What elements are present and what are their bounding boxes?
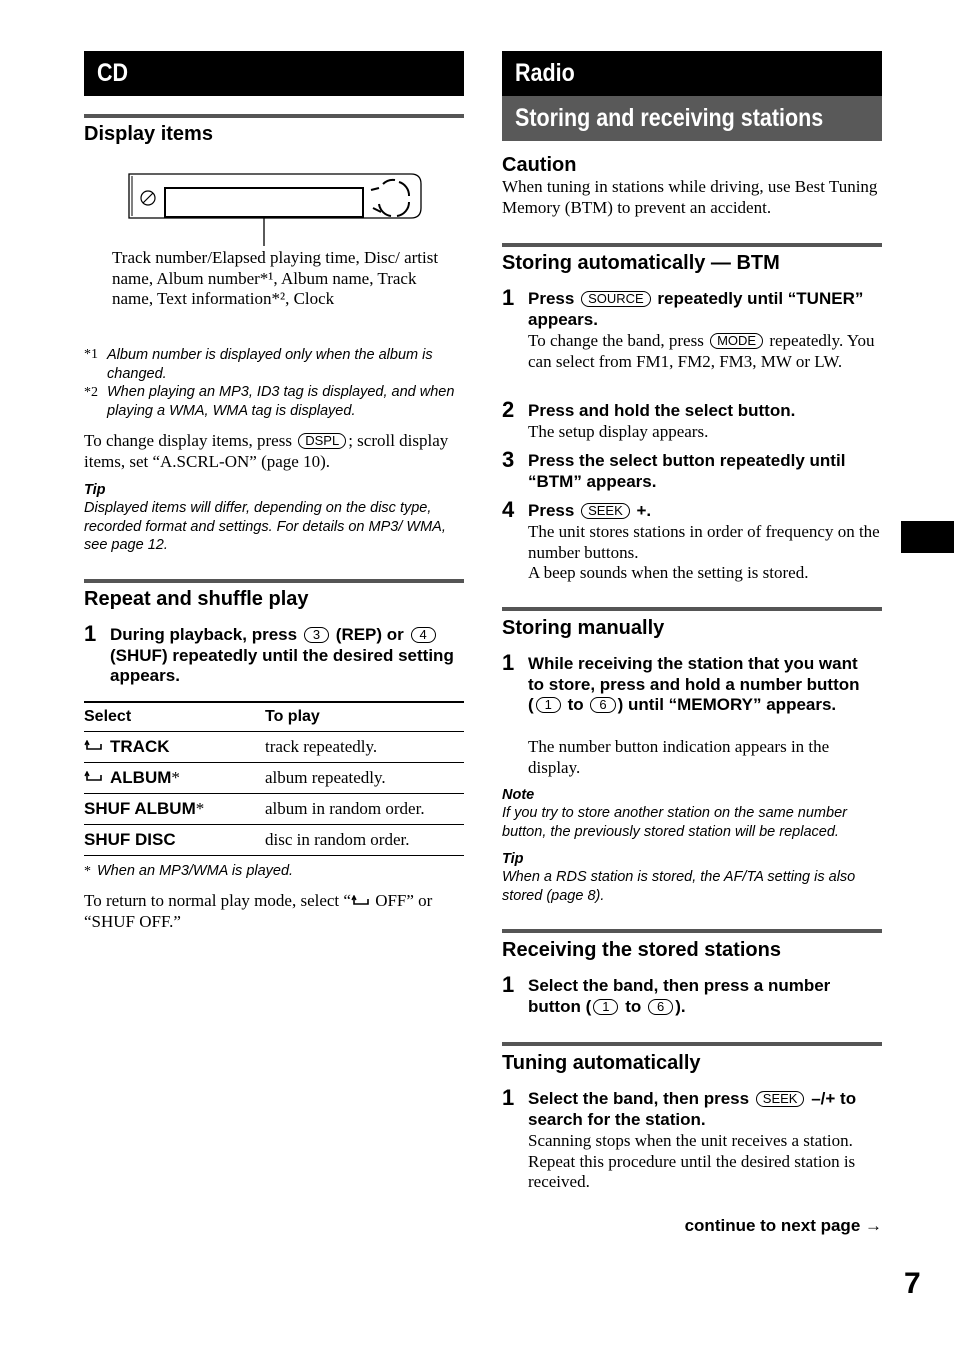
- storing-receiving-title: [502, 96, 882, 141]
- footnote-2-mark: *2: [84, 385, 98, 400]
- btm-step-1-number: 1: [502, 285, 515, 310]
- dspl-key: DSPL: [298, 433, 346, 449]
- btm-step-4-body-1: The unit stores stations in order of frequency on the number buttons.: [528, 522, 880, 562]
- btm-step-2-text: Press and hold the select button.: [528, 401, 796, 420]
- manual-tip-text: When a RDS station is stored, the AF/TA setting is also stored (page 8).: [502, 869, 856, 904]
- table-row: [84, 825, 464, 856]
- tuning-step-1-body: Scanning stops when the unit receives a station. Repeat this procedure until the desired station is received.: [528, 1131, 856, 1191]
- btm-step-4-number: 4: [502, 497, 515, 522]
- manual-rule: [502, 607, 882, 611]
- cd-section-title: [84, 51, 464, 96]
- select-value: ALBUM: [110, 767, 172, 787]
- tuning-step-1-text: Select the band, then press SEEK –/+ to search for the station.: [528, 1089, 857, 1129]
- key-4: 4: [411, 627, 436, 643]
- btm-step-4-text: Press SEEK +.: [528, 501, 652, 520]
- radio-section-title: [502, 51, 882, 96]
- repeat-rule: [84, 579, 464, 583]
- play-value: track repeatedly.: [265, 732, 464, 763]
- display-items-rule: [84, 114, 464, 118]
- seek-key: SEEK: [581, 503, 630, 519]
- table-footnote-mark: *: [84, 864, 91, 879]
- key-6: 6: [648, 999, 673, 1015]
- manual-step-1-number: 1: [502, 650, 515, 675]
- tuning-rule: [502, 1042, 882, 1046]
- repeat-heading: Repeat and shuffle play: [84, 588, 309, 610]
- tip-heading: Tip: [84, 482, 106, 498]
- return-normal-text: To return to normal play mode, select “ OFF” or “SHUF OFF.”: [84, 891, 433, 932]
- caution-text: When tuning in stations while driving, use Best Tuning Memory (BTM) to prevent an accident.: [502, 177, 878, 217]
- btm-step-2-body: The setup display appears.: [528, 422, 709, 441]
- repeat-icon: [84, 737, 104, 757]
- select-value: SHUF DISC: [84, 825, 265, 856]
- tuning-heading: Tuning automatically: [502, 1052, 701, 1074]
- mode-key: MODE: [710, 333, 763, 349]
- note-text: If you try to store another station on the same number button, the previously stored station will be replaced.: [502, 805, 847, 840]
- repeat-step-text: During playback, press 3 (REP) or 4 (SHUF) repeatedly until the desired setting appears.: [110, 625, 454, 685]
- key-6: 6: [590, 697, 615, 713]
- unit-display-illustration: [125, 170, 425, 250]
- tuning-step-1-number: 1: [502, 1085, 515, 1110]
- btm-step-4-body-2: A beep sounds when the setting is stored.: [528, 563, 809, 582]
- footnote-1-text: Album number is displayed only when the album is changed.: [107, 347, 433, 382]
- btm-step-2-number: 2: [502, 397, 515, 422]
- table-header-row: [84, 703, 464, 732]
- btm-rule: [502, 243, 882, 247]
- select-value: SHUF ALBUM: [84, 799, 196, 818]
- table-row: SHUF ALBUM* album in random order.: [84, 794, 464, 825]
- table-row: ALBUM* album repeatedly.: [84, 763, 464, 794]
- footnote-2-text: When playing an MP3, ID3 tag is displayed, and when playing a WMA, WMA tag is displayed.: [107, 384, 455, 419]
- btm-step-3-text: Press the select button repeatedly until “BTM” appears.: [528, 451, 846, 491]
- receiving-step-1-number: 1: [502, 972, 515, 997]
- tip-text: Displayed items will differ, depending on the disc type, recorded format and settings. For details on MP3/ WMA, see page 12.: [84, 500, 446, 553]
- side-index-tab: [901, 521, 954, 553]
- change-display-text: To change display items, press DSPL ; scroll display items, set “A.SCRL-ON” (page 10).: [84, 431, 449, 471]
- display-callout: Track number/Elapsed playing time, Disc/ artist name, Album number*¹, Album name, Track name, Text information*², Clock: [112, 248, 439, 308]
- repeat-table: [84, 703, 464, 856]
- cd-title-text: CD: [97, 59, 129, 87]
- receiving-step-1-text: Select the band, then press a number button ( 1 to 6 ).: [528, 976, 831, 1016]
- btm-step-3-number: 3: [502, 447, 515, 472]
- source-key: SOURCE: [581, 291, 651, 307]
- key-3: 3: [304, 627, 329, 643]
- receiving-heading: Receiving the stored stations: [502, 939, 781, 961]
- manual-heading: Storing manually: [502, 617, 665, 639]
- play-value: disc in random order.: [265, 825, 464, 856]
- receiving-rule: [502, 929, 882, 933]
- play-value: album repeatedly.: [265, 763, 464, 794]
- btm-heading: Storing automatically — BTM: [502, 252, 780, 274]
- note-heading: Note: [502, 787, 535, 803]
- repeat-step-number: 1: [84, 621, 97, 646]
- footnote-1-mark: *1: [84, 347, 98, 362]
- table-row: [84, 732, 464, 763]
- seek-key: SEEK: [756, 1091, 805, 1107]
- storing-title-text: Storing and receiving stations: [515, 104, 824, 132]
- table-footnote-text: When an MP3/WMA is played.: [97, 863, 294, 879]
- manual-step-1-text: While receiving the station that you want to store, press and hold a number button ( 1 to 6 ) until “MEMORY” appears.: [528, 654, 860, 714]
- repeat-icon: [84, 768, 104, 788]
- col-select-header: Select: [84, 703, 265, 732]
- manual-tip-heading: Tip: [502, 851, 524, 867]
- page-number: 7: [904, 1267, 921, 1300]
- repeat-icon: [351, 892, 371, 913]
- display-items-heading: Display items: [84, 123, 213, 145]
- radio-title-text: Radio: [515, 59, 575, 87]
- disc-eject-icon: [141, 191, 155, 205]
- continue-next-page: continue to next page →: [684, 1216, 882, 1235]
- select-value: TRACK: [110, 736, 170, 756]
- col-toplay-header: To play: [265, 703, 464, 732]
- control-dial-icon: [371, 180, 409, 216]
- caution-heading: Caution: [502, 154, 577, 176]
- key-1: 1: [593, 999, 618, 1015]
- key-1: 1: [536, 697, 561, 713]
- play-value: album in random order.: [265, 794, 464, 825]
- manual-step-1-body: The number button indication appears in the display.: [528, 737, 830, 777]
- btm-step-1-text: Press SOURCE repeatedly until “TUNER” appears.: [528, 289, 864, 329]
- btm-step-1-body: To change the band, press MODE repeatedly. You can select from FM1, FM2, FM3, MW or LW.: [528, 331, 875, 371]
- display-window: [165, 188, 363, 217]
